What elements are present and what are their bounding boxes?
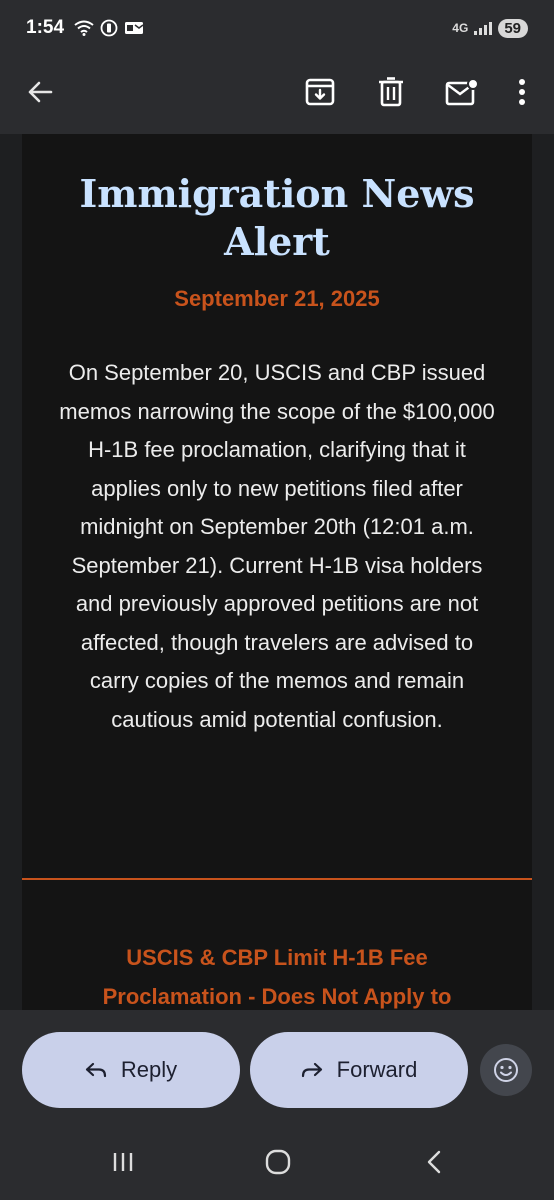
status-bar bbox=[0, 0, 554, 56]
more-options-button[interactable] bbox=[502, 72, 542, 112]
reply-label: Reply bbox=[120, 1057, 178, 1082]
status-icons-left bbox=[74, 19, 144, 37]
outlook-icon bbox=[124, 20, 144, 36]
delete-icon bbox=[378, 77, 404, 107]
signal-icon bbox=[474, 21, 492, 35]
status-right bbox=[452, 19, 528, 38]
status-time: 1:54 bbox=[26, 17, 65, 38]
emoji-icon bbox=[493, 1057, 519, 1083]
mark-unread-icon bbox=[445, 78, 479, 106]
divider bbox=[22, 878, 532, 880]
back-icon bbox=[426, 1150, 442, 1174]
email-body bbox=[22, 134, 532, 1010]
back-button[interactable] bbox=[20, 72, 60, 112]
email-date: September 21, 2025 bbox=[174, 286, 380, 311]
article-title-link[interactable]: USCIS & CBP Limit H-1B Fee Proclamation - Does Not Apply to bbox=[102, 945, 452, 1009]
emoji-reaction-button[interactable] bbox=[480, 1044, 532, 1096]
wifi-icon bbox=[74, 20, 94, 36]
reply-actions bbox=[0, 1010, 554, 1120]
network-label: 4G bbox=[452, 21, 469, 35]
more-vert-icon bbox=[518, 78, 526, 106]
email-paragraph: On September 20, USCIS and CBP issued memos narrowing the scope of the $100,000 H-1B fee proclamation, clarifying that it applies only to new petitions filed after midnight on September 20th (12:01 a.m. September 21). Current H-1B visa holders and previously approved petitions are not affected, though travelers are advised to carry copies of the memos and remain cautious amid potential confusion. bbox=[59, 360, 495, 732]
email-headline: Immigration News Alert bbox=[79, 171, 475, 264]
archive-icon bbox=[305, 78, 335, 106]
recent-apps-icon bbox=[112, 1151, 134, 1173]
delete-button[interactable] bbox=[371, 72, 411, 112]
back-arrow-icon bbox=[27, 80, 53, 104]
system-nav-bar bbox=[0, 1120, 554, 1200]
archive-button[interactable] bbox=[300, 72, 340, 112]
home-icon bbox=[265, 1149, 291, 1175]
system-back-button[interactable] bbox=[414, 1142, 454, 1182]
reply-button[interactable] bbox=[22, 1032, 240, 1108]
do-not-disturb-icon bbox=[100, 19, 118, 37]
recent-apps-button[interactable] bbox=[103, 1142, 143, 1182]
battery-icon: 59 bbox=[498, 19, 528, 38]
forward-button[interactable] bbox=[250, 1032, 468, 1108]
home-button[interactable] bbox=[258, 1142, 298, 1182]
forward-label: Forward bbox=[336, 1057, 418, 1082]
mark-unread-button[interactable] bbox=[442, 72, 482, 112]
email-toolbar bbox=[0, 56, 554, 134]
forward-icon bbox=[301, 1062, 323, 1078]
reply-icon bbox=[85, 1062, 107, 1078]
